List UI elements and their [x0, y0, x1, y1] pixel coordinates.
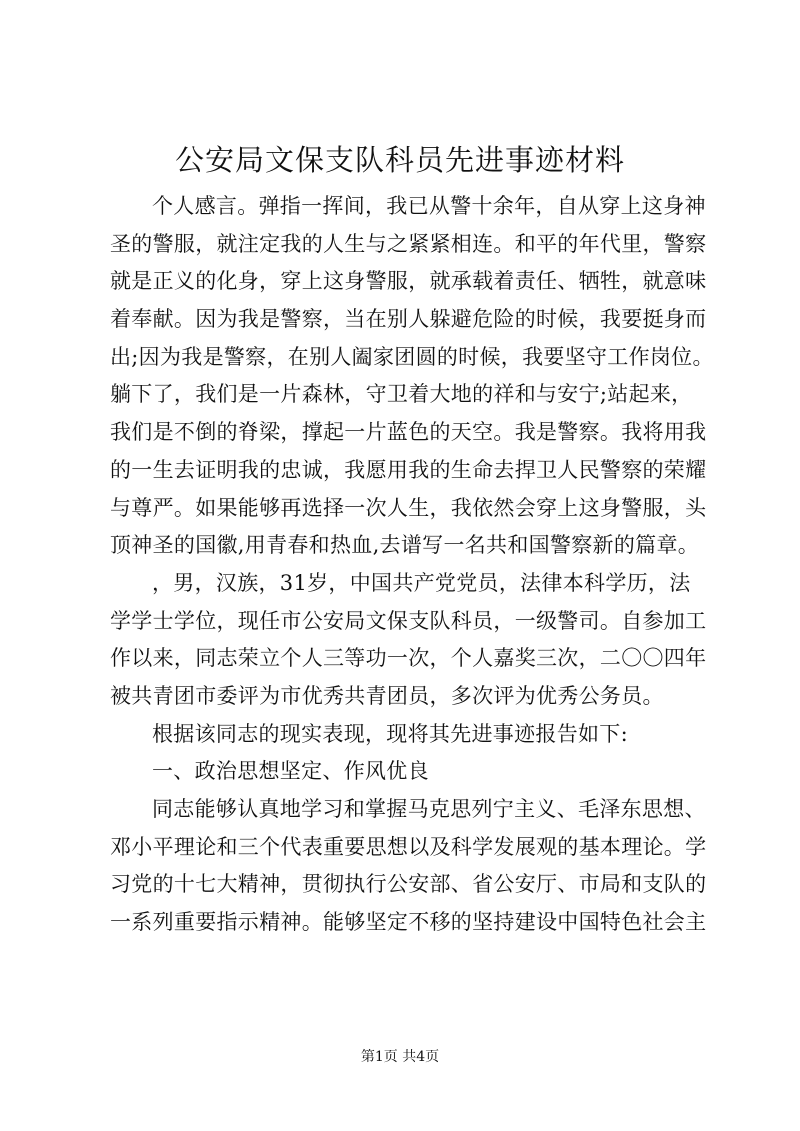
paragraph-line: 就是正义的化身，穿上这身警服，就承载着责任、牺牲，就意味 — [110, 269, 707, 294]
document-title: 公安局文保支队科员先进事迹材料 — [174, 143, 625, 177]
paragraph-line: 圣的警服，就注定我的人生与之紧紧相连。和平的年代里，警察 — [110, 231, 707, 256]
paragraph-line: 的一生去证明我的忠诚，我愿用我的生命去捍卫人民警察的荣耀 — [110, 457, 707, 482]
paragraph-line: 着奉献。因为我是警察，当在别人躲避危险的时候，我要挺身而 — [110, 307, 707, 332]
document-body — [110, 188, 714, 942]
paragraph-line: 与尊严。如果能够再选择一次人生，我依然会穿上这身警服，头 — [110, 495, 707, 520]
paragraph-line: 作以来，同志荣立个人三等功一次，个人嘉奖三次，二〇〇四年 — [110, 646, 707, 671]
paragraph-line: 出;因为我是警察，在别人阖家团圆的时候，我要坚守工作岗位。 — [110, 344, 714, 369]
paragraph-line: 邓小平理论和三个代表重要思想以及科学发展观的基本理论。学 — [110, 834, 707, 859]
paragraph-line: 习党的十七大精神，贯彻执行公安部、省公安厅、市局和支队的 — [110, 872, 707, 897]
paragraph-line: 个人感言。弹指一挥间，我已从警十余年，自从穿上这身神 — [152, 194, 706, 218]
paragraph-line: ，男，汉族，31岁，中国共产党党员，法律本科学历，法 — [152, 570, 691, 595]
paragraph-line: 根据该同志的现实表现，现将其先进事迹报告如下: — [152, 721, 628, 746]
paragraph-line: 我们是不倒的脊梁，撑起一片蓝色的天空。我是警察。我将用我 — [110, 420, 707, 445]
paragraph-line: 躺下了，我们是一片森林，守卫着大地的祥和与安宁;站起来， — [110, 382, 693, 407]
paragraph-line: 被共青团市委评为市优秀共青团员，多次评为优秀公务员。 — [110, 683, 664, 708]
section-heading: 一、政治思想坚定、作风优良 — [152, 759, 429, 784]
paragraph-line: 同志能够认真地学习和掌握马克思列宁主义、毛泽东思想、 — [152, 797, 706, 821]
page-number-footer: 第1页 共4页 — [360, 1049, 440, 1065]
paragraph-line: 顶神圣的国徽,用青春和热血,去谱写一名共和国警察新的篇章。 — [110, 533, 700, 558]
paragraph-line: 学学士学位，现任市公安局文保支队科员，一级警司。自参加工 — [110, 608, 707, 633]
paragraph-line: 一系列重要指示精神。能够坚定不移的坚持建设中国特色社会主 — [110, 910, 707, 935]
